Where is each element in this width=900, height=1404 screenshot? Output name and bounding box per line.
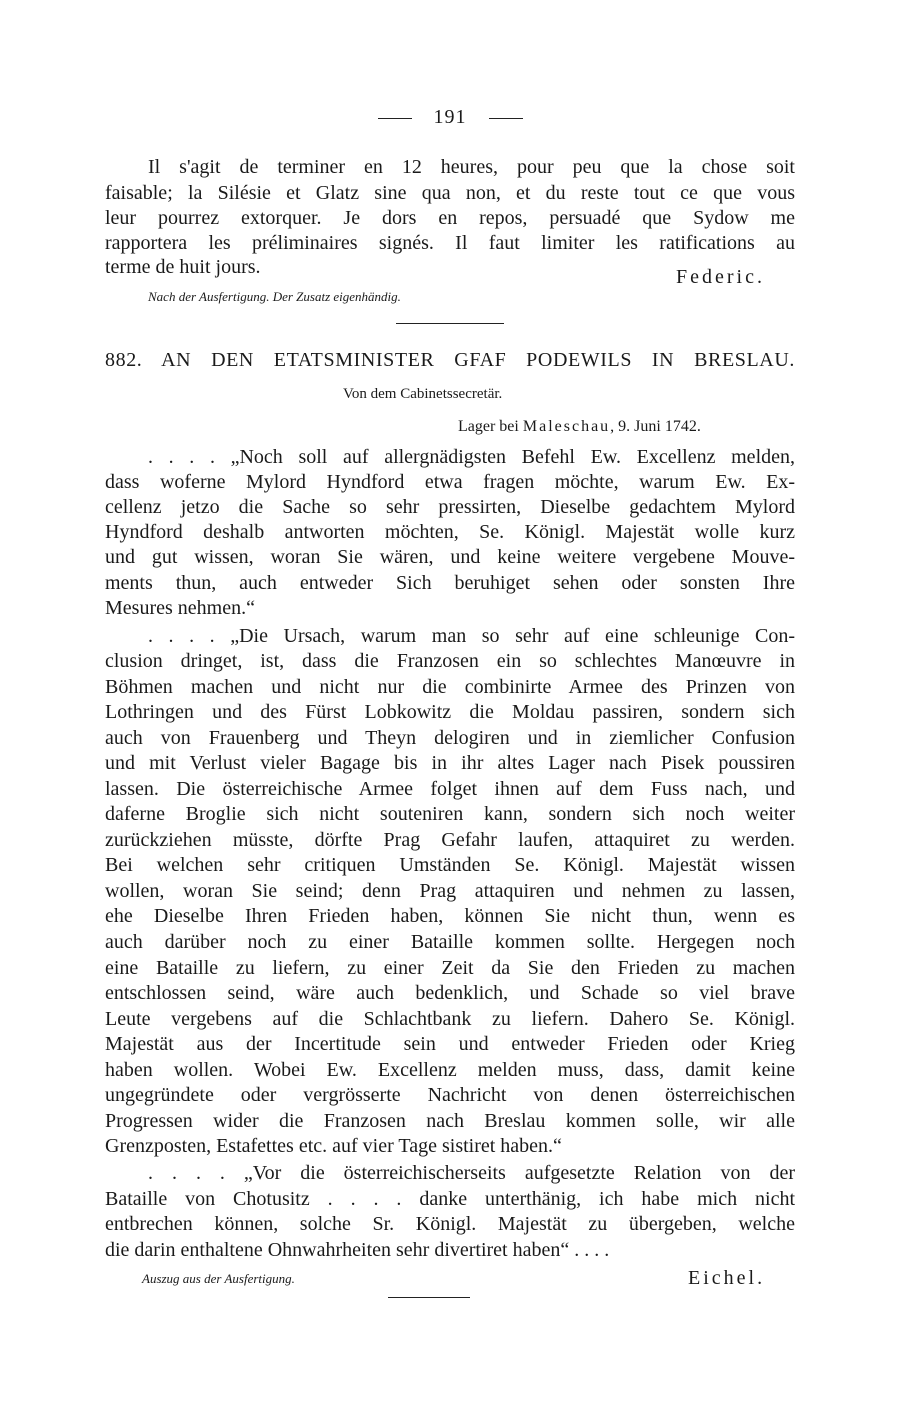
- text-line: auch von Frauenberg und Theyn delogiren und in ziemlicher Confusion: [105, 727, 795, 749]
- section-divider: [396, 323, 504, 324]
- text-line: Bataille von Chotusitz . . . . danke unterthänig, ich habe mich nicht: [105, 1188, 795, 1210]
- signature-federic: Federic.: [676, 266, 765, 288]
- source-note: Nach der Ausfertigung. Der Zusatz eigenhändig.: [148, 289, 401, 304]
- text-line: . . . . „Die Ursach, warum man so sehr auf eine schleunige Con-: [148, 625, 795, 647]
- text-line: Progressen wider die Franzosen nach Breslau kommen solle, wir alle: [105, 1110, 795, 1132]
- text-line: dass woferne Mylord Hyndford etwa fragen möchte, warum Ew. Ex-: [105, 471, 795, 493]
- text-line: Leute vergebens auf die Schlachtbank zu liefern. Dahero Se. Königl.: [105, 1008, 795, 1030]
- source-note: Auszug aus der Ausfertigung.: [142, 1271, 295, 1286]
- text-line: Böhmen machen und nicht nur die combinirte Armee des Prinzen von: [105, 676, 795, 698]
- text-line: lassen. Die österreichische Armee folget ihnen auf dem Fuss nach, und: [105, 778, 795, 800]
- place-date: Lager bei Maleschau, 9. Juni 1742.: [458, 418, 701, 435]
- text-line: zurückziehen müsste, dörfte Prag Gefahr laufen, attaquiret zu werden.: [105, 829, 795, 851]
- text-line: Bei welchen sehr critiquen Umständen Se. Königl. Majestät wissen: [105, 854, 795, 876]
- text-line: Hyndford deshalb antworten möchten, Se. Königl. Majestät wolle kurz: [105, 521, 795, 543]
- text-line: entbrechen können, solche Sr. Königl. Majestät zu übergeben, welche: [105, 1213, 795, 1235]
- text-line: Lothringen und des Fürst Lobkowitz die Moldau passiren, sondern sich: [105, 701, 795, 723]
- header-dash-right: [489, 118, 523, 119]
- header-dash-left: [378, 118, 412, 119]
- text-line: Il s'agit de terminer en 12 heures, pour peu que la chose soit: [148, 156, 795, 178]
- text-line: clusion dringet, ist, dass die Franzosen ein so schlechtes Manœuvre in: [105, 650, 795, 672]
- text-line: ehe Dieselbe Ihren Frieden haben, können Sie nicht thun, wenn es: [105, 905, 795, 927]
- text-line: die darin enthaltene Ohnwahrheiten sehr divertiret haben“ . . . .: [105, 1239, 610, 1261]
- text-line: und gut wissen, woran Sie wären, und keine weitere vergebene Mouve-: [105, 546, 795, 568]
- text-line: daferne Broglie sich nicht souteniren kann, sondern sich noch weiter: [105, 803, 795, 825]
- letter-heading: 882. AN DEN ETATSMINISTER GFAF PODEWILS IN BRESLAU.: [105, 349, 795, 371]
- text-line: rapportera les préliminaires signés. Il faut limiter les ratifications au: [105, 232, 795, 254]
- text-line: Mesures nehmen.“: [105, 597, 255, 619]
- text-line: terme de huit jours.: [105, 256, 261, 278]
- text-line: Majestät aus der Incertitude sein und entweder Frieden oder Krieg: [105, 1033, 795, 1055]
- text-line: entschlossen seind, wäre auch bedenklich, und Schade so viel brave: [105, 982, 795, 1004]
- text-line: ments thun, auch entweder Sich beruhiget sehen oder sonsten Ihre: [105, 572, 795, 594]
- text-line: faisable; la Silésie et Glatz sine qua non, et du reste tout ce que vous: [105, 182, 795, 204]
- text-line: und mit Verlust vieler Bagage bis in ihr altes Lager nach Pisek poussiren: [105, 752, 795, 774]
- text-line: ungegründete oder vergrösserte Nachricht von denen österreichischen: [105, 1084, 795, 1106]
- page-number: 191: [433, 106, 467, 128]
- text-line: leur pourrez extorquer. Je dors en repos, persuadé que Sydow me: [105, 207, 795, 229]
- text-line: eine Bataille zu liefern, zu einer Zeit da Sie den Frieden zu machen: [105, 957, 795, 979]
- signature-eichel: Eichel.: [688, 1267, 766, 1289]
- text-line: . . . . „Vor die österreichischerseits aufgesetzte Relation von der: [148, 1162, 795, 1184]
- page-header: [0, 106, 900, 129]
- text-line: wollen, woran Sie seind; denn Prag attaquiren und nehmen zu lassen,: [105, 880, 795, 902]
- text-line: cellenz jetzo die Sache so sehr pressirten, Dieselbe gedachtem Mylord: [105, 496, 795, 518]
- letter-subheading: Von dem Cabinetssecretär.: [343, 386, 503, 402]
- end-divider: [388, 1297, 470, 1298]
- text-line: haben wollen. Wobei Ew. Excellenz melden muss, dass, damit keine: [105, 1059, 795, 1081]
- text-line: Grenzposten, Estafettes etc. auf vier Tage sistiret haben.“: [105, 1135, 562, 1157]
- text-line: . . . . „Noch soll auf allergnädigsten Befehl Ew. Excellenz melden,: [148, 446, 795, 468]
- text-line: auch darüber noch zu einer Bataille kommen sollte. Hergegen noch: [105, 931, 795, 953]
